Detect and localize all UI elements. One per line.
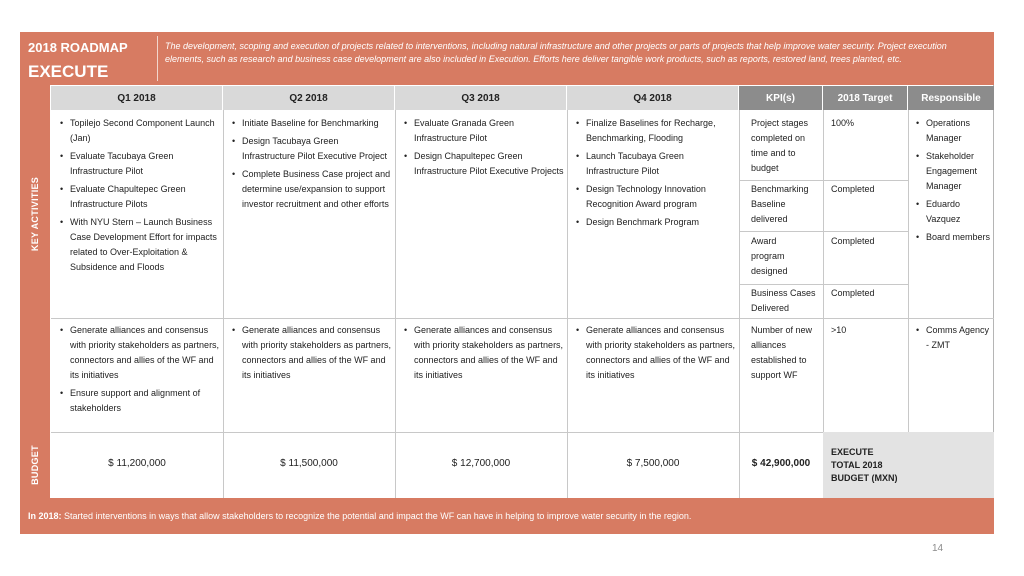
activities-q3: [400, 116, 564, 182]
grid-hline: [739, 180, 908, 181]
alliances-q1: [56, 323, 220, 419]
page-number: 14: [932, 543, 944, 554]
list-item: • Comms Agency - ZMT: [916, 323, 992, 353]
kpi-cell: Project stages completed on time and to budget: [751, 118, 809, 173]
grid-vline: [739, 110, 740, 498]
kpi-cell: Business Cases Delivered: [751, 288, 816, 313]
grid-vline: [567, 110, 568, 498]
list-item: • Design Chapultepec Green Infrastructure Pilot Executive Projects: [400, 149, 564, 179]
budget-total-label-box: [823, 432, 994, 498]
col-header-q3: Q3 2018: [395, 86, 567, 110]
alliances-target: >10: [831, 325, 847, 335]
list-item: • Launch Tacubaya Green Infrastructure Pilot: [572, 149, 736, 179]
list-item: • Generate alliances and consensus with priority stakeholders as partners, connectors and allies of the WF and its initiatives: [228, 323, 392, 383]
kpi-cell: Benchmarking Baseline delivered: [751, 184, 809, 224]
activities-q2: [228, 116, 392, 215]
list-item: • Operations Manager: [916, 116, 992, 146]
col-header-target: 2018 Target: [823, 86, 908, 110]
budget-total: $ 42,900,000: [751, 458, 811, 469]
list-item: • Evaluate Chapultepec Green Infrastructure Pilots: [56, 182, 220, 212]
list-item: • Generate alliances and consensus with priority stakeholders as partners, connectors and allies of the WF and its initiatives: [400, 323, 564, 383]
list-item: • Generate alliances and consensus with priority stakeholders as partners, connectors and allies of the WF and its initiatives: [56, 323, 220, 383]
target-cell: 100%: [831, 118, 855, 128]
budget-q2: $ 11,500,000: [280, 458, 338, 469]
list-item: • With NYU Stern – Launch Business Case Development Effort for impacts related to Over-Exploitation & Subsidence and Floods: [56, 215, 220, 275]
phase-title: EXECUTE: [28, 62, 109, 81]
list-item: • Topilejo Second Component Launch (Jan): [56, 116, 220, 146]
grid-vline: [908, 110, 909, 432]
key-activities-label: KEY ACTIVITIES: [30, 176, 40, 252]
footer-label: In 2018:: [28, 511, 62, 521]
activities-q4: [572, 116, 736, 233]
list-item: • Design Tacubaya Green Infrastructure Pilot Executive Project: [228, 134, 392, 164]
alliances-kpi: Number of new alliances established to support WF: [751, 325, 813, 380]
footer-band: [20, 498, 994, 534]
list-item: • Stakeholder Engagement Manager: [916, 149, 992, 194]
budget-q1: $ 11,200,000: [108, 458, 166, 469]
list-item: • Design Technology Innovation Recognition Award program: [572, 182, 736, 212]
activities-q1: [56, 116, 220, 278]
list-item: • Evaluate Tacubaya Green Infrastructure Pilot: [56, 149, 220, 179]
footer-text: Started interventions in ways that allow stakeholders to recognize the potential and impact the WF can have in helping to improve water security in the region.: [64, 511, 692, 521]
header-divider: [157, 36, 158, 81]
col-header-responsible: Responsible: [908, 86, 994, 110]
grid-vline: [823, 110, 824, 432]
budget-total-label: EXECUTE: [831, 447, 874, 457]
roadmap-title: 2018 ROADMAP: [28, 40, 128, 55]
budget-total-label: BUDGET (MXN): [831, 473, 898, 483]
list-item: • Ensure support and alignment of stakeholders: [56, 386, 220, 416]
budget-label: BUDGET: [30, 445, 40, 485]
budget-total-label: TOTAL 2018: [831, 460, 883, 470]
alliances-q4: [572, 323, 736, 386]
responsible-1: [916, 116, 992, 248]
header-band: [20, 32, 994, 85]
grid-vline: [223, 110, 224, 498]
list-item: • Board members: [916, 230, 992, 245]
list-item: • Design Benchmark Program: [572, 215, 736, 230]
kpi-cell: Award program designed: [751, 236, 788, 276]
budget-q4: $ 7,500,000: [626, 458, 680, 469]
target-cell: Completed: [831, 184, 875, 194]
grid-hline: [739, 284, 908, 285]
grid-vline: [395, 110, 396, 498]
budget-q3: $ 12,700,000: [451, 458, 511, 469]
header-description: The development, scoping and execution of projects related to interventions, including natural infrastructure and other projects or parts of projects that help improve water security. Project execution elements, such as research and business case development are also included in Execution. Efforts here deliver tangible work products, such as reports, restored land, trees planted, etc.: [165, 41, 947, 64]
alliances-q3: [400, 323, 564, 386]
col-header-q4: Q4 2018: [567, 86, 739, 110]
list-item: • Finalize Baselines for Recharge, Benchmarking, Flooding: [572, 116, 736, 146]
list-item: • Complete Business Case project and determine use/expansion to support investor recruitment and other efforts: [228, 167, 392, 212]
alliances-responsible: [916, 323, 992, 356]
list-item: • Initiate Baseline for Benchmarking: [228, 116, 392, 131]
list-item: • Eduardo Vazquez: [916, 197, 992, 227]
list-item: • Generate alliances and consensus with priority stakeholders as partners, connectors and allies of the WF and its initiatives: [572, 323, 736, 383]
list-item: • Evaluate Granada Green Infrastructure Pilot: [400, 116, 564, 146]
target-cell: Completed: [831, 236, 875, 246]
grid-hline: [51, 318, 994, 319]
target-cell: Completed: [831, 288, 875, 298]
col-header-kpi: KPI(s): [739, 86, 823, 110]
col-header-q1: Q1 2018: [51, 86, 223, 110]
grid-hline: [739, 231, 908, 232]
alliances-q2: [228, 323, 392, 386]
col-header-q2: Q2 2018: [223, 86, 395, 110]
